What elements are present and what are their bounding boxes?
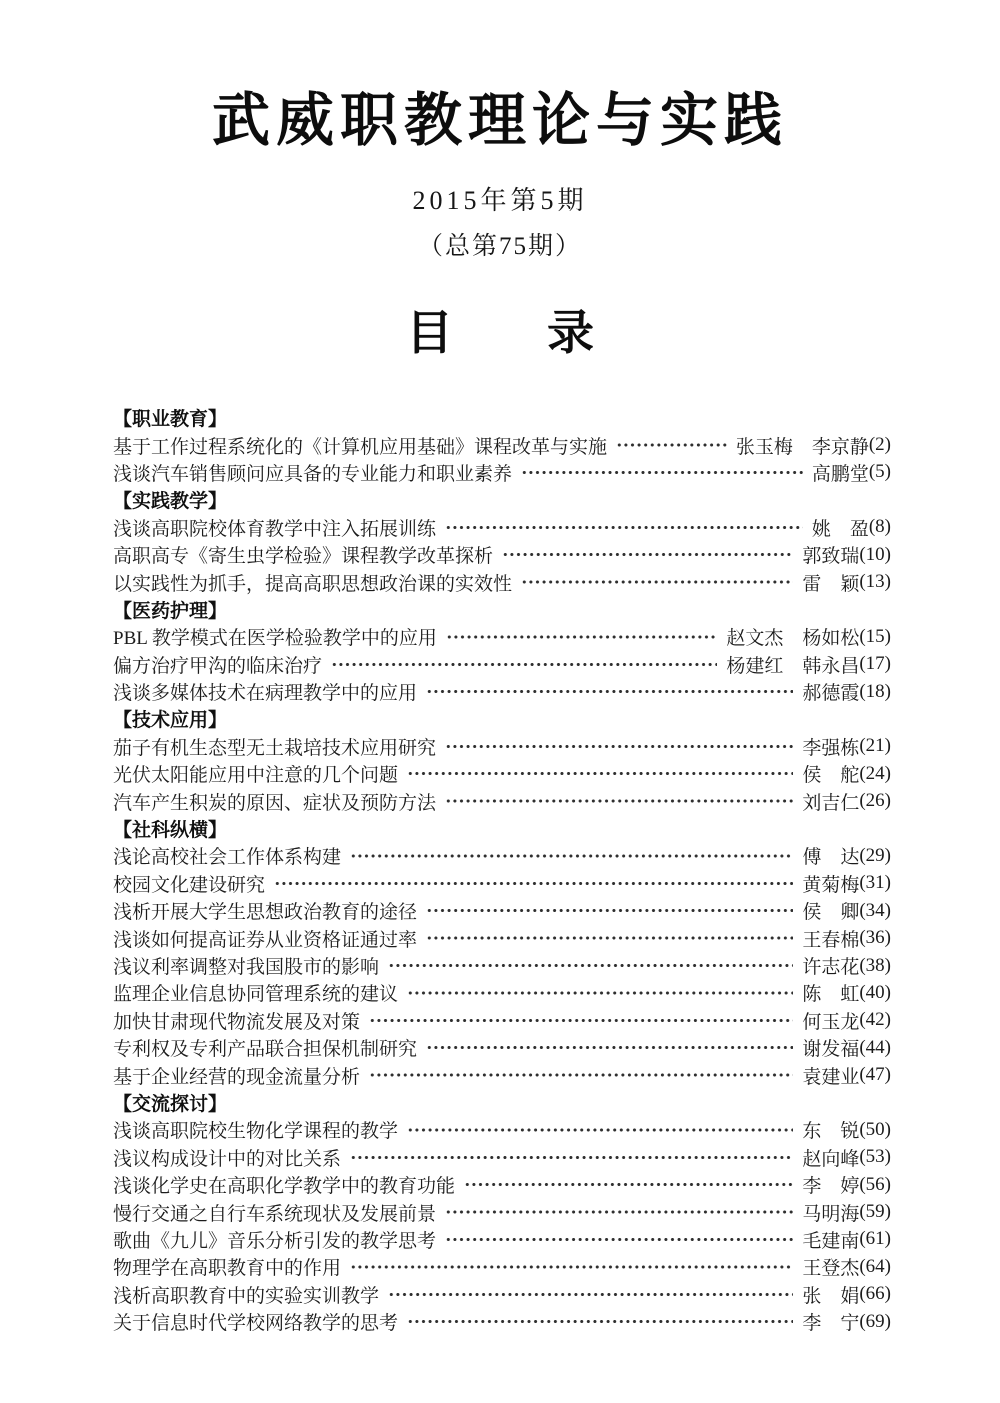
toc-entry-row xyxy=(113,760,891,787)
entry-authors: 李 宁 xyxy=(802,1313,860,1335)
entry-title: 加快甘肃现代物流发展及对策 xyxy=(113,1011,361,1033)
entry-page-number: (5) xyxy=(868,461,891,483)
entry-authors: 侯 卿 xyxy=(802,902,860,924)
dot-leader xyxy=(446,623,717,650)
toc-entry-row xyxy=(113,842,891,869)
toc-entry-row xyxy=(113,733,891,760)
dot-leader xyxy=(331,651,717,678)
toc-entry-row xyxy=(113,541,891,568)
toc-heading: 目 录 xyxy=(406,308,594,360)
entry-page-number: (64) xyxy=(859,1255,891,1277)
dot-leader xyxy=(407,979,793,1006)
toc-entry-row xyxy=(113,1144,891,1171)
entry-authors: 毛建南 xyxy=(802,1230,860,1252)
entry-title: 监理企业信息协同管理系统的建议 xyxy=(113,984,399,1006)
entry-page-number: (31) xyxy=(859,872,891,894)
entry-authors: 姚 盈 xyxy=(811,518,869,540)
entry-authors: 刘吉仁 xyxy=(802,792,860,814)
dot-leader xyxy=(407,1116,793,1143)
entry-page-number: (18) xyxy=(859,680,891,702)
entry-page-number: (53) xyxy=(859,1146,891,1168)
entry-authors: 王登杰 xyxy=(802,1258,860,1280)
entry-page-number: (47) xyxy=(859,1064,891,1086)
entry-title: 浅议构成设计中的对比关系 xyxy=(113,1148,342,1170)
dot-leader xyxy=(445,733,793,760)
entry-title: 浅谈高职院校体育教学中注入拓展训练 xyxy=(113,518,437,540)
entry-title: 浅谈化学史在高职化学教学中的教育功能 xyxy=(113,1176,456,1198)
entry-title: 汽车产生积炭的原因、症状及预防方法 xyxy=(113,792,437,814)
dot-leader xyxy=(426,678,793,705)
toc-section-header: 【实践教学】 xyxy=(113,491,228,513)
entry-page-number: (24) xyxy=(859,762,891,784)
entry-title: 歌曲《九儿》音乐分析引发的教学思考 xyxy=(113,1230,437,1252)
toc-entry-row xyxy=(113,623,891,650)
entry-title: 基于企业经营的现金流量分析 xyxy=(113,1066,361,1088)
entry-title: 基于工作过程系统化的《计算机应用基础》课程改革与实施 xyxy=(113,436,608,458)
entry-page-number: (40) xyxy=(859,981,891,1003)
toc-entry-row xyxy=(113,1226,891,1253)
dot-leader xyxy=(369,1061,793,1088)
entry-authors: 郝德霞 xyxy=(802,683,860,705)
entry-authors: 袁建业 xyxy=(802,1066,860,1088)
dot-leader xyxy=(350,1253,793,1280)
toc-section-header: 【技术应用】 xyxy=(113,710,228,732)
entry-authors: 赵文杰 杨如松 xyxy=(726,628,860,650)
entry-title: 浅谈汽车销售顾问应具备的专业能力和职业素养 xyxy=(113,463,513,485)
entry-title: 浅析高职教育中的实验实训教学 xyxy=(113,1285,380,1307)
dot-leader xyxy=(445,787,793,814)
entry-authors: 陈 虹 xyxy=(802,984,860,1006)
entry-page-number: (13) xyxy=(859,571,891,593)
entry-authors: 许志花 xyxy=(802,957,860,978)
toc-section-header: 【社科纵横】 xyxy=(113,820,228,842)
entry-page-number: (56) xyxy=(859,1173,891,1195)
entry-page-number: (21) xyxy=(859,735,891,757)
entry-title: 物理学在高职教育中的作用 xyxy=(113,1258,342,1280)
dot-leader xyxy=(464,1171,793,1198)
toc-entry-row xyxy=(113,568,891,595)
dot-leader xyxy=(350,1144,793,1171)
dot-leader xyxy=(369,1007,793,1034)
entry-page-number: (17) xyxy=(859,653,891,675)
entry-title: 浅谈高职院校生物化学课程的教学 xyxy=(113,1121,399,1143)
dot-leader xyxy=(407,760,793,787)
toc-entry-row xyxy=(113,459,891,486)
toc-entry-row xyxy=(113,431,891,458)
entry-page-number: (59) xyxy=(859,1201,891,1223)
entry-authors: 郭致瑞 xyxy=(802,546,860,568)
entry-page-number: (50) xyxy=(859,1118,891,1140)
cumulative-issue-line: （总第75期） xyxy=(417,233,582,260)
toc-section-header: 【交流探讨】 xyxy=(113,1093,228,1115)
entry-page-number: (10) xyxy=(859,543,891,565)
dot-leader xyxy=(521,459,803,486)
entry-title: 专利权及专利产品联合担保机制研究 xyxy=(113,1039,418,1061)
toc-entry-row xyxy=(113,1281,891,1308)
entry-page-number: (36) xyxy=(859,927,891,949)
entry-authors: 张 娟 xyxy=(802,1285,860,1307)
entry-page-number: (29) xyxy=(859,844,891,866)
entry-title: PBL 教学模式在医学检验教学中的应用 xyxy=(113,628,437,650)
dot-leader xyxy=(407,1308,793,1335)
toc-entry-row xyxy=(113,979,891,1006)
entry-page-number: (8) xyxy=(868,516,891,538)
entry-authors: 马明海 xyxy=(802,1203,860,1225)
entry-authors: 黄菊梅 xyxy=(802,874,860,896)
entry-title: 偏方治疗甲沟的临床治疗 xyxy=(113,655,323,677)
toc-entry-row xyxy=(113,870,891,897)
entry-page-number: (15) xyxy=(859,625,891,647)
entry-title: 浅谈多媒体技术在病理教学中的应用 xyxy=(113,683,418,705)
toc-list xyxy=(113,404,891,1335)
dot-leader xyxy=(388,1281,793,1308)
entry-page-number: (66) xyxy=(859,1283,891,1305)
entry-title: 浅析开展大学生思想政治教育的途径 xyxy=(113,902,418,924)
dot-leader xyxy=(274,870,793,897)
entry-authors: 王春棉 xyxy=(802,929,860,951)
entry-page-number: (42) xyxy=(859,1009,891,1031)
entry-authors: 赵向峰 xyxy=(802,1148,860,1170)
dot-leader xyxy=(445,1226,793,1253)
toc-entry-row xyxy=(113,1034,891,1061)
entry-authors: 东 锐 xyxy=(802,1121,860,1143)
dot-leader xyxy=(616,431,727,458)
toc-entry-row xyxy=(113,678,891,705)
entry-authors: 何玉龙 xyxy=(802,1011,860,1033)
toc-entry-row xyxy=(113,1007,891,1034)
dot-leader xyxy=(426,897,793,924)
dot-leader xyxy=(426,924,793,951)
dot-leader xyxy=(388,952,793,979)
entry-title: 关于信息时代学校网络教学的思考 xyxy=(113,1313,399,1335)
toc-entry-row xyxy=(113,897,891,924)
dot-leader xyxy=(445,514,803,541)
dot-leader xyxy=(350,842,793,869)
entry-authors: 张玉梅 李京静 xyxy=(735,436,869,458)
entry-authors: 杨建红 韩永昌 xyxy=(726,655,860,677)
entry-page-number: (69) xyxy=(859,1310,891,1332)
entry-page-number: (38) xyxy=(859,954,891,976)
entry-authors: 谢发福 xyxy=(802,1039,860,1061)
entry-authors: 李 婷 xyxy=(802,1176,860,1198)
entry-title: 校园文化建设研究 xyxy=(113,874,266,896)
toc-section-header: 【职业教育】 xyxy=(113,409,228,431)
entry-page-number: (61) xyxy=(859,1228,891,1250)
toc-entry-row xyxy=(113,1171,891,1198)
toc-entry-row xyxy=(113,1116,891,1143)
entry-authors: 李强栋 xyxy=(802,737,860,759)
issue-line: 2015年第5期 xyxy=(412,186,588,215)
dot-leader xyxy=(502,541,793,568)
entry-authors: 高鹏堂 xyxy=(811,463,869,485)
journal-title: 武威职教理论与实践 xyxy=(211,88,788,153)
entry-title: 浅议利率调整对我国股市的影响 xyxy=(113,957,380,978)
entry-title: 浅谈如何提高证券从业资格证通过率 xyxy=(113,929,418,951)
entry-authors: 侯 舵 xyxy=(802,765,860,787)
entry-page-number: (34) xyxy=(859,899,891,921)
toc-entry-row xyxy=(113,1253,891,1280)
toc-section-header: 【医药护理】 xyxy=(113,600,228,622)
entry-page-number: (26) xyxy=(859,790,891,812)
entry-page-number: (44) xyxy=(859,1036,891,1058)
toc-entry-row xyxy=(113,514,891,541)
entry-authors: 雷 颖 xyxy=(802,573,860,595)
toc-entry-row xyxy=(113,651,891,678)
toc-entry-row xyxy=(113,952,891,979)
entry-title: 高职高专《寄生虫学检验》课程教学改革探析 xyxy=(113,546,494,568)
toc-entry-row xyxy=(113,1308,891,1335)
toc-entry-row xyxy=(113,924,891,951)
dot-leader xyxy=(521,568,793,595)
dot-leader xyxy=(426,1034,793,1061)
entry-page-number: (2) xyxy=(868,434,891,456)
toc-entry-row xyxy=(113,787,891,814)
entry-authors: 傅 达 xyxy=(802,847,860,869)
toc-entry-row xyxy=(113,1198,891,1225)
entry-title: 浅论高校社会工作体系构建 xyxy=(113,847,342,869)
entry-title: 茄子有机生态型无土栽培技术应用研究 xyxy=(113,737,437,759)
entry-title: 以实践性为抓手，提高高职思想政治课的实效性 xyxy=(113,573,513,595)
entry-title: 光伏太阳能应用中注意的几个问题 xyxy=(113,765,399,787)
toc-entry-row xyxy=(113,1061,891,1088)
dot-leader xyxy=(445,1198,793,1225)
entry-title: 慢行交通之自行车系统现状及发展前景 xyxy=(113,1203,437,1225)
